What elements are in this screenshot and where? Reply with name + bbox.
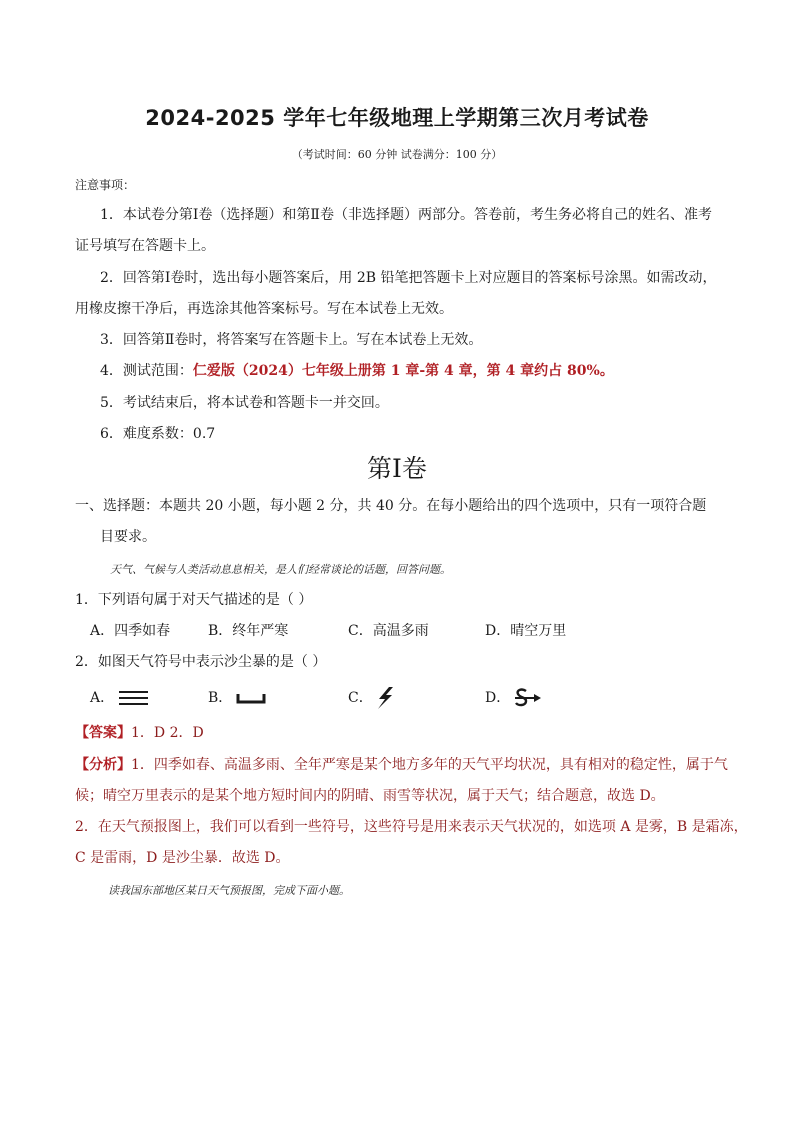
analysis-line-4: C 是雷雨，D 是沙尘暴．故选 D。 (75, 850, 290, 866)
exam-subtitle: （考试时间：60 分钟 试卷满分：100 分） (291, 148, 503, 161)
section-title: 第Ⅰ卷 (367, 454, 427, 483)
question-1-option-d: D．晴空万里 (485, 623, 567, 639)
fog-icon (118, 689, 150, 707)
note-2-line-1: 2．回答第Ⅰ卷时，选出每小题答案后，用 2B 铅笔把答题卡上对应题目的答案标号涂黑。如需改动， (100, 270, 717, 286)
analysis-text-1: 1．四季如春、高温多雨、全年严寒是某个地方多年的天气平均状况，具有相对的稳定性，属于气 (131, 757, 728, 773)
question-2-option-b: B． (208, 690, 233, 706)
frost-icon (236, 689, 268, 707)
note-4 (100, 361, 614, 381)
question-2-option-d: D． (485, 690, 511, 706)
question-2-stem: 2．如图天气符号中表示沙尘暴的是（ ） (75, 654, 327, 670)
part-one-line-2: 目要求。 (100, 529, 156, 545)
note-2-line-2: 用橡皮擦干净后，再选涂其他答案标号。写在本试卷上无效。 (75, 301, 453, 317)
part-one-line-1: 一、选择题：本题共 20 小题，每小题 2 分，共 40 分。在每小题给出的四个选项中，只有一项符合题 (75, 498, 707, 514)
analysis-line-2: 候；晴空万里表示的是某个地方短时间内的阴晴、雨雪等状况，属于天气；结合题意，故选 D。 (75, 788, 665, 804)
thunderstorm-icon (372, 686, 398, 710)
question-1-option-b: B．终年严寒 (208, 623, 289, 639)
question-2-option-c: C． (348, 690, 373, 706)
note-5: 5．考试结束后，将本试卷和答题卡一并交回。 (100, 395, 389, 411)
note-6: 6．难度系数：0.7 (100, 426, 216, 442)
question-intro-2: 读我国东部地区某日天气预报图，完成下面小题。 (108, 884, 350, 897)
answer-line (75, 723, 204, 743)
question-2-option-a: A． (90, 690, 115, 706)
note-3: 3．回答第Ⅱ卷时，将答案写在答题卡上。写在本试卷上无效。 (100, 332, 483, 348)
answer-text: 1．D 2．D (131, 725, 204, 741)
note-1-line-1: 1．本试卷分第Ⅰ卷（选择题）和第Ⅱ卷（非选择题）两部分。答卷前，考生务必将自己的姓名、准考 (100, 207, 712, 223)
analysis-label: 【分析】 (75, 757, 131, 773)
question-1-stem: 1．下列语句属于对天气描述的是（ ） (75, 592, 313, 608)
notes-heading: 注意事项： (75, 178, 136, 192)
sandstorm-icon (512, 686, 542, 710)
answer-label: 【答案】 (75, 725, 131, 741)
question-1-option-c: C．高温多雨 (348, 623, 429, 639)
note-4-prefix: 4．测试范围： (100, 363, 193, 379)
question-intro-1: 天气、气候与人类活动息息相关，是人们经常谈论的话题，回答问题。 (110, 563, 451, 576)
test-scope-highlight: 仁爱版（2024）七年级上册第 1 章-第 4 章，第 4 章约占 80%。 (192, 363, 614, 379)
analysis-line-1 (75, 755, 728, 775)
question-1-option-a: A．四季如春 (90, 623, 171, 639)
exam-title: 2024-2025 学年七年级地理上学期第三次月考试卷 (145, 106, 649, 130)
analysis-line-3: 2．在天气预报图上，我们可以看到一些符号，这些符号是用来表示天气状况的，如选项 A 是雾，B 是霜冻， (75, 819, 748, 835)
note-1-line-2: 证号填写在答题卡上。 (75, 238, 215, 254)
